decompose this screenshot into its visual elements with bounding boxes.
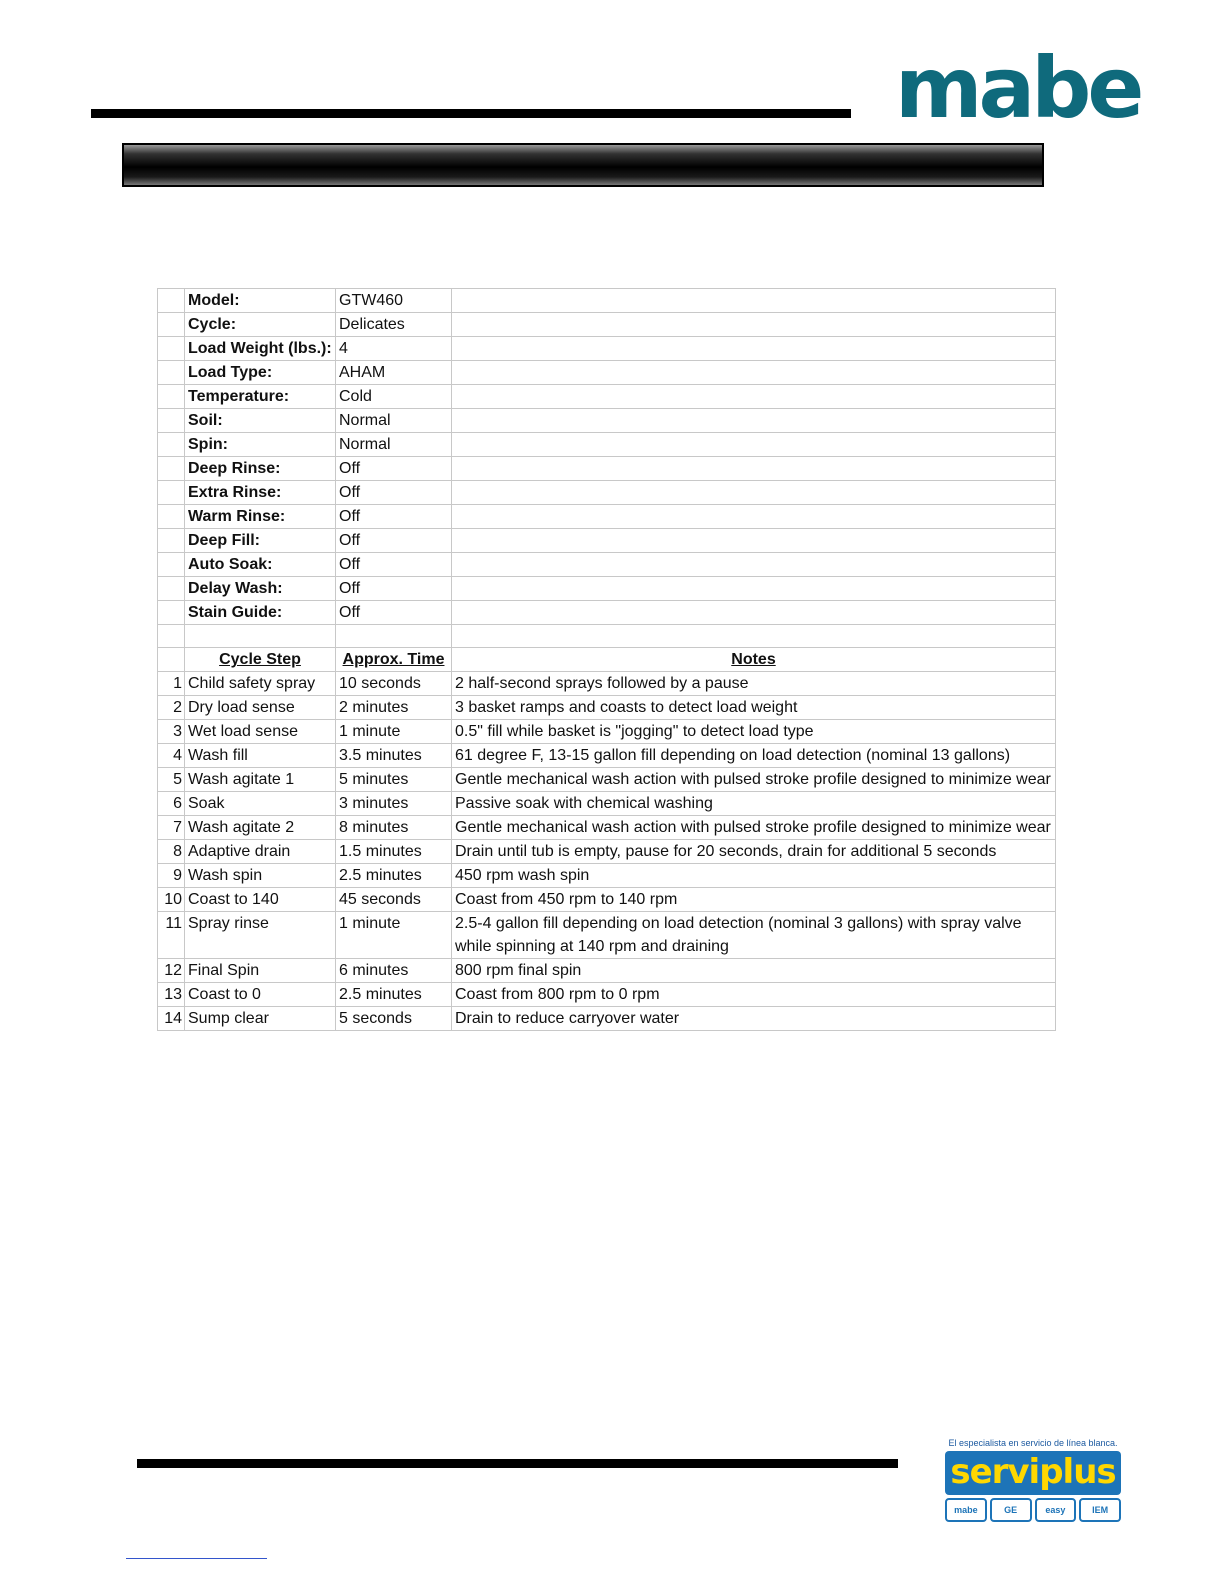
steps-rows	[158, 672, 1056, 1031]
setting-label: Deep Rinse:	[185, 457, 336, 481]
step-number: 14	[158, 1007, 185, 1031]
setting-label: Soil:	[185, 409, 336, 433]
setting-label: Spin:	[185, 433, 336, 457]
step-name: Soak	[185, 792, 336, 816]
step-time: 5 seconds	[336, 1007, 452, 1031]
setting-label: Warm Rinse:	[185, 505, 336, 529]
step-number: 11	[158, 912, 185, 959]
step-notes: 3 basket ramps and coasts to detect load weight	[452, 696, 1056, 720]
setting-value: Cold	[336, 385, 452, 409]
step-notes: Coast from 800 rpm to 0 rpm	[452, 983, 1056, 1007]
header-rule	[91, 109, 851, 118]
setting-label: Stain Guide:	[185, 601, 336, 625]
setting-label: Delay Wash:	[185, 577, 336, 601]
cycle-step-header: Cycle Step	[185, 648, 336, 672]
step-number: 2	[158, 696, 185, 720]
setting-extra	[452, 481, 1056, 505]
step-number: 12	[158, 959, 185, 983]
step-row	[158, 912, 1056, 959]
step-row	[158, 888, 1056, 912]
setting-extra	[452, 409, 1056, 433]
step-notes: Gentle mechanical wash action with pulsed stroke profile designed to minimize wear	[452, 768, 1056, 792]
setting-index	[158, 433, 185, 457]
setting-extra	[452, 313, 1056, 337]
brand-badge: GE	[990, 1498, 1032, 1522]
setting-label: Deep Fill:	[185, 529, 336, 553]
setting-extra	[452, 433, 1056, 457]
setting-value: Normal	[336, 433, 452, 457]
index-header	[158, 648, 185, 672]
setting-row	[158, 337, 1056, 361]
step-number: 9	[158, 864, 185, 888]
setting-index	[158, 553, 185, 577]
step-row	[158, 959, 1056, 983]
setting-extra	[452, 529, 1056, 553]
step-time: 10 seconds	[336, 672, 452, 696]
footer-link-underline	[126, 1558, 267, 1559]
brand-badges	[945, 1498, 1121, 1522]
step-number: 13	[158, 983, 185, 1007]
serviplus-tagline: El especialista en servicio de línea blanca.	[948, 1438, 1118, 1448]
step-number: 8	[158, 840, 185, 864]
step-row	[158, 983, 1056, 1007]
step-notes: Gentle mechanical wash action with pulsed stroke profile designed to minimize wear	[452, 816, 1056, 840]
setting-value: Off	[336, 553, 452, 577]
cycle-spec-table	[157, 288, 1056, 1031]
step-number: 4	[158, 744, 185, 768]
step-time: 2.5 minutes	[336, 983, 452, 1007]
setting-value: Off	[336, 529, 452, 553]
setting-extra	[452, 457, 1056, 481]
step-row	[158, 744, 1056, 768]
step-name: Spray rinse	[185, 912, 336, 959]
approx-time-header: Approx. Time	[336, 648, 452, 672]
step-name: Child safety spray	[185, 672, 336, 696]
setting-index	[158, 289, 185, 313]
setting-label: Load Type:	[185, 361, 336, 385]
step-number: 1	[158, 672, 185, 696]
step-notes: Drain until tub is empty, pause for 20 seconds, drain for additional 5 seconds	[452, 840, 1056, 864]
setting-row	[158, 553, 1056, 577]
setting-index	[158, 481, 185, 505]
setting-row	[158, 505, 1056, 529]
step-time: 5 minutes	[336, 768, 452, 792]
step-name: Wash fill	[185, 744, 336, 768]
step-notes: 800 rpm final spin	[452, 959, 1056, 983]
setting-row	[158, 481, 1056, 505]
setting-extra	[452, 601, 1056, 625]
setting-row	[158, 577, 1056, 601]
setting-label: Cycle:	[185, 313, 336, 337]
serviplus-logo	[945, 1437, 1121, 1527]
mabe-logo: mabe	[895, 39, 1141, 137]
setting-index	[158, 337, 185, 361]
step-notes: 2.5-4 gallon fill depending on load detection (nominal 3 gallons) with spray valve while spinning at 140 rpm and draining	[452, 912, 1056, 959]
setting-label: Load Weight (lbs.):	[185, 337, 336, 361]
setting-extra	[452, 553, 1056, 577]
setting-index	[158, 505, 185, 529]
step-number: 5	[158, 768, 185, 792]
setting-row	[158, 313, 1056, 337]
step-name: Wet load sense	[185, 720, 336, 744]
step-number: 6	[158, 792, 185, 816]
step-number: 7	[158, 816, 185, 840]
setting-row	[158, 433, 1056, 457]
setting-row	[158, 601, 1056, 625]
setting-index	[158, 529, 185, 553]
setting-extra	[452, 385, 1056, 409]
step-name: Coast to 140	[185, 888, 336, 912]
brand-badge: easy	[1035, 1498, 1077, 1522]
steps-section	[158, 648, 1056, 672]
step-row	[158, 720, 1056, 744]
setting-value: Off	[336, 481, 452, 505]
setting-row	[158, 289, 1056, 313]
setting-label: Auto Soak:	[185, 553, 336, 577]
step-time: 3.5 minutes	[336, 744, 452, 768]
step-time: 6 minutes	[336, 959, 452, 983]
step-name: Wash agitate 2	[185, 816, 336, 840]
steps-header-row	[158, 648, 1056, 672]
setting-index	[158, 409, 185, 433]
step-row	[158, 1007, 1056, 1031]
step-name: Final Spin	[185, 959, 336, 983]
step-notes: Drain to reduce carryover water	[452, 1007, 1056, 1031]
step-notes: 61 degree F, 13-15 gallon fill depending on load detection (nominal 13 gallons)	[452, 744, 1056, 768]
setting-extra	[452, 289, 1056, 313]
spacer-section	[158, 625, 1056, 648]
setting-index	[158, 601, 185, 625]
title-bar	[122, 143, 1044, 187]
brand-badge: IEM	[1079, 1498, 1121, 1522]
settings-section	[158, 289, 1056, 625]
setting-index	[158, 577, 185, 601]
step-name: Wash agitate 1	[185, 768, 336, 792]
step-time: 2 minutes	[336, 696, 452, 720]
step-notes: Passive soak with chemical washing	[452, 792, 1056, 816]
footer-rule	[137, 1459, 898, 1468]
step-notes: Coast from 450 rpm to 140 rpm	[452, 888, 1056, 912]
step-time: 3 minutes	[336, 792, 452, 816]
step-time: 45 seconds	[336, 888, 452, 912]
setting-row	[158, 529, 1056, 553]
serviplus-wordmark: serviplus	[945, 1451, 1121, 1495]
setting-extra	[452, 361, 1056, 385]
setting-value: Delicates	[336, 313, 452, 337]
setting-label: Extra Rinse:	[185, 481, 336, 505]
step-name: Coast to 0	[185, 983, 336, 1007]
setting-value: Off	[336, 505, 452, 529]
step-time: 8 minutes	[336, 816, 452, 840]
setting-extra	[452, 337, 1056, 361]
step-row	[158, 672, 1056, 696]
step-number: 3	[158, 720, 185, 744]
step-name: Sump clear	[185, 1007, 336, 1031]
setting-value: AHAM	[336, 361, 452, 385]
setting-row	[158, 385, 1056, 409]
setting-index	[158, 313, 185, 337]
setting-label: Model:	[185, 289, 336, 313]
setting-extra	[452, 505, 1056, 529]
step-row	[158, 840, 1056, 864]
step-notes: 450 rpm wash spin	[452, 864, 1056, 888]
spacer-row	[158, 625, 1056, 648]
step-row	[158, 768, 1056, 792]
notes-header: Notes	[452, 648, 1056, 672]
step-time: 1.5 minutes	[336, 840, 452, 864]
step-number: 10	[158, 888, 185, 912]
step-time: 2.5 minutes	[336, 864, 452, 888]
step-time: 1 minute	[336, 912, 452, 959]
setting-row	[158, 409, 1056, 433]
step-name: Wash spin	[185, 864, 336, 888]
setting-row	[158, 361, 1056, 385]
setting-index	[158, 361, 185, 385]
step-row	[158, 864, 1056, 888]
setting-index	[158, 457, 185, 481]
setting-extra	[452, 577, 1056, 601]
setting-value: Off	[336, 577, 452, 601]
step-name: Dry load sense	[185, 696, 336, 720]
step-row	[158, 696, 1056, 720]
setting-value: Off	[336, 457, 452, 481]
setting-label: Temperature:	[185, 385, 336, 409]
step-row	[158, 816, 1056, 840]
step-notes: 0.5" fill while basket is "jogging" to detect load type	[452, 720, 1056, 744]
step-name: Adaptive drain	[185, 840, 336, 864]
setting-value: GTW460	[336, 289, 452, 313]
step-notes: 2 half-second sprays followed by a pause	[452, 672, 1056, 696]
setting-row	[158, 457, 1056, 481]
step-time: 1 minute	[336, 720, 452, 744]
setting-value: 4	[336, 337, 452, 361]
setting-value: Normal	[336, 409, 452, 433]
brand-badge: mabe	[945, 1498, 987, 1522]
setting-index	[158, 385, 185, 409]
setting-value: Off	[336, 601, 452, 625]
step-row	[158, 792, 1056, 816]
